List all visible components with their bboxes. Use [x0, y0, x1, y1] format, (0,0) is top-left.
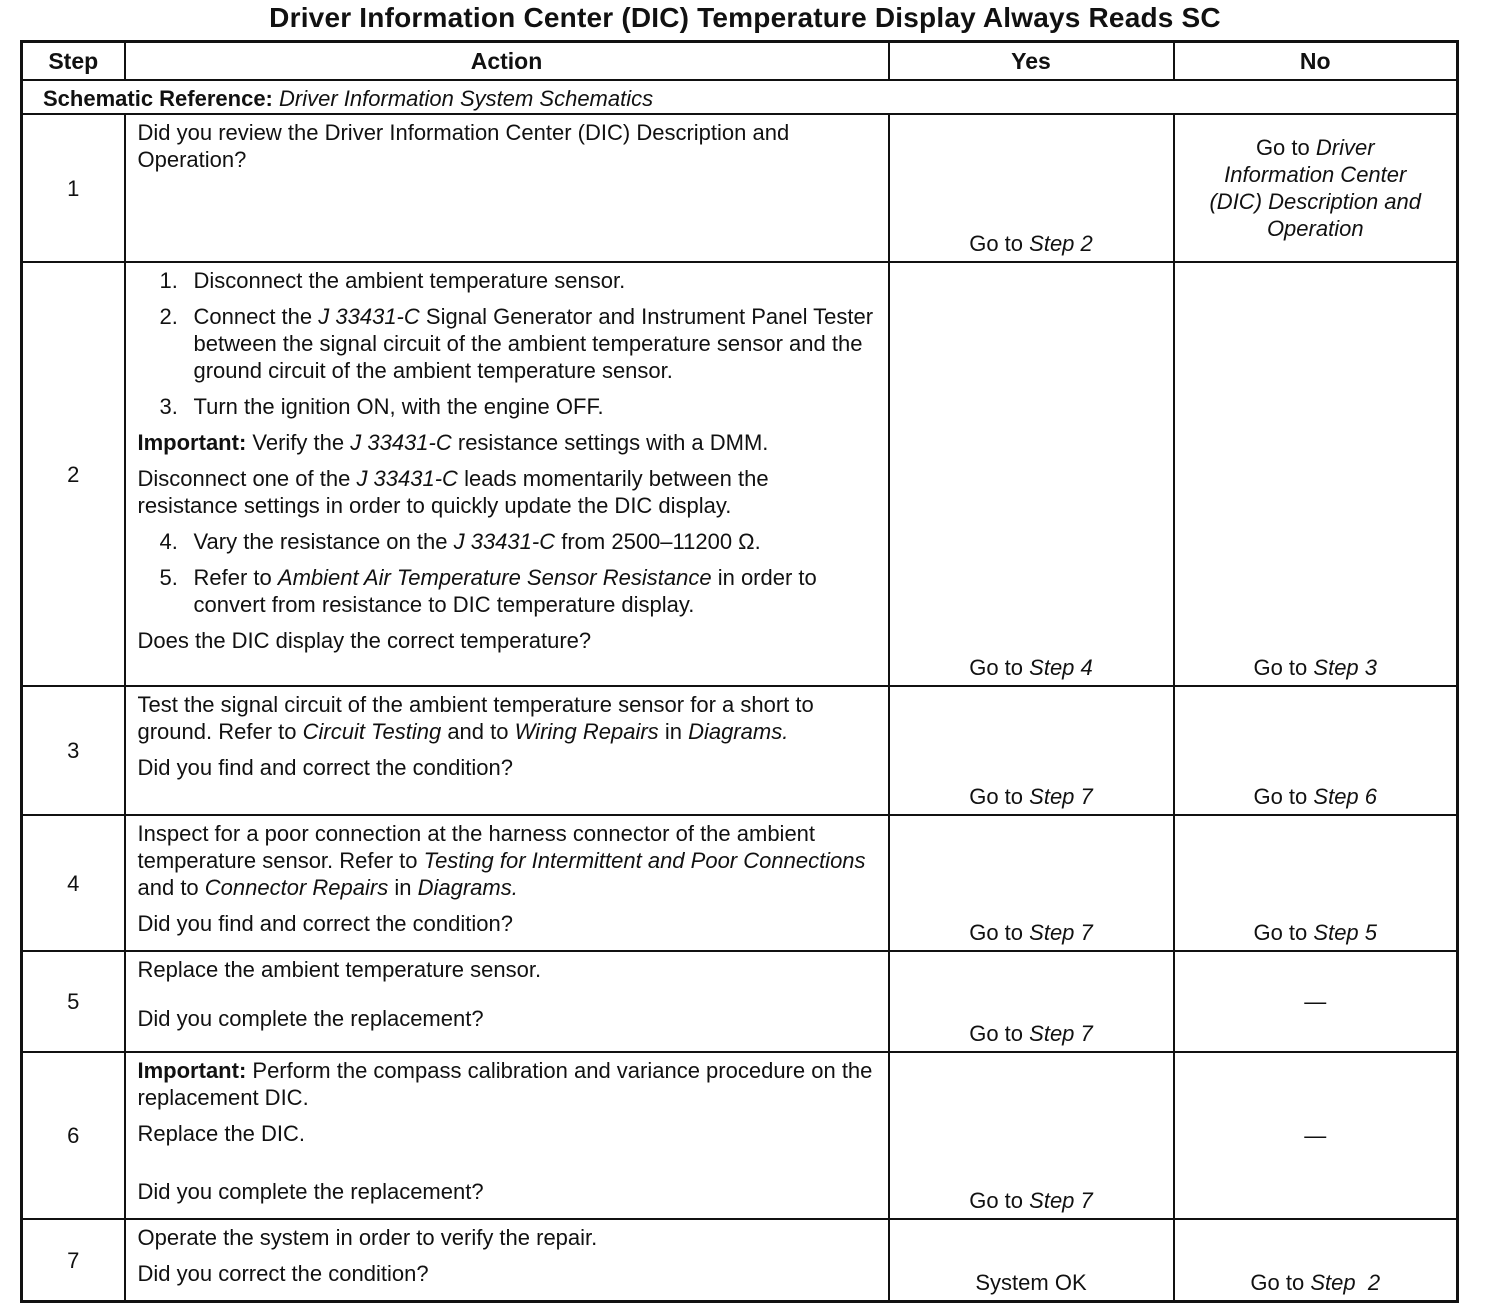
- step-number: 1: [22, 114, 125, 262]
- question-text: Did you correct the condition?: [137, 1261, 429, 1286]
- action-text: Did you review the Driver Information Center (DIC) Description and Operation?: [137, 120, 790, 172]
- yes-link[interactable]: Step 7: [1029, 1188, 1093, 1213]
- schematic-reference: [22, 80, 1458, 114]
- schematic-label: Schematic Reference:: [43, 86, 273, 111]
- no-cell: —: [1174, 1052, 1458, 1219]
- question-text: Did you complete the replacement?: [137, 1179, 484, 1204]
- diagnostic-table: [20, 40, 1459, 1303]
- list-item: 1. Disconnect the ambient temperature sensor.: [159, 268, 626, 293]
- table-row: [22, 686, 1458, 815]
- question-text: Does the DIC display the correct temperature?: [137, 628, 592, 653]
- no-link[interactable]: Step 3: [1313, 655, 1378, 680]
- step-number: 6: [22, 1052, 125, 1219]
- table-row: [22, 1219, 1458, 1302]
- reference-link[interactable]: Testing for Intermittent and Poor Connections: [423, 848, 866, 873]
- yes-link[interactable]: Step 2: [1029, 231, 1093, 256]
- table-row: [22, 114, 1458, 262]
- procedure-list: [138, 528, 874, 618]
- no-link[interactable]: Step 2: [1310, 1270, 1381, 1295]
- note-text: Disconnect one of the J 33431-C leads momentarily between the resistance settings in order to quickly update the DIC display.: [137, 466, 769, 518]
- reference-link[interactable]: Diagrams.: [688, 719, 789, 744]
- no-link[interactable]: Step 6: [1313, 784, 1378, 809]
- step-number: 7: [22, 1219, 125, 1302]
- page-title: Driver Information Center (DIC) Temperature Display Always Reads SC: [269, 2, 1221, 33]
- no-link[interactable]: Driver Information Center (DIC) Description and Operation: [1209, 135, 1421, 241]
- list-item: 2. Connect the J 33431-C Signal Generator and Instrument Panel Tester between the signal circuit of the ambient temperature sensor and the ground circuit of the ambient temperature sensor.: [159, 304, 874, 383]
- no-cell: Go to Step 5: [1174, 815, 1458, 951]
- action-cell: [125, 951, 889, 1052]
- no-cell: [1174, 114, 1458, 262]
- action-cell: [125, 815, 889, 951]
- yes-cell: System OK: [889, 1219, 1174, 1302]
- reference-link[interactable]: Wiring Repairs: [514, 719, 659, 744]
- yes-link[interactable]: Step 7: [1029, 1021, 1093, 1046]
- step-number: 2: [22, 262, 125, 686]
- table-row: [22, 262, 1458, 686]
- action-text: Replace the ambient temperature sensor.: [137, 957, 542, 982]
- yes-cell: Go to Step 7: [889, 686, 1174, 815]
- important-note: Important: Verify the J 33431-C resistance settings with a DMM.: [137, 430, 769, 455]
- action-cell: [125, 1052, 889, 1219]
- action-text: Inspect for a poor connection at the harness connector of the ambient temperature sensor. Refer to Testing for Intermittent and Poor Connections and to Connector Repairs in Diagrams.: [137, 821, 866, 900]
- action-text: Test the signal circuit of the ambient temperature sensor for a short to ground. Refer to Circuit Testing and to Wiring Repairs in Diagrams.: [137, 692, 814, 744]
- action-text: Replace the DIC.: [137, 1121, 306, 1146]
- reference-link[interactable]: Diagrams.: [417, 875, 518, 900]
- reference-link[interactable]: Connector Repairs: [204, 875, 389, 900]
- action-cell: [125, 262, 889, 686]
- reference-link[interactable]: Circuit Testing: [302, 719, 442, 744]
- list-item: 3. Turn the ignition ON, with the engine OFF.: [159, 394, 604, 419]
- yes-prefix: Go to: [969, 231, 1024, 256]
- yes-cell: Go to Step 4: [889, 262, 1174, 686]
- header-step: Step: [22, 42, 125, 81]
- no-cell: Go to Step 6: [1174, 686, 1458, 815]
- schematic-row: [22, 80, 1458, 114]
- yes-cell: Go to Step 7: [889, 815, 1174, 951]
- question-text: Did you complete the replacement?: [137, 1006, 484, 1031]
- header-action: Action: [125, 42, 889, 81]
- yes-link[interactable]: Step 7: [1029, 920, 1093, 945]
- action-cell: [125, 1219, 889, 1302]
- question-text: Did you find and correct the condition?: [137, 911, 513, 936]
- table-row: [22, 951, 1458, 1052]
- important-note: Important: Perform the compass calibration and variance procedure on the replacement DIC.: [137, 1058, 873, 1110]
- step-number: 4: [22, 815, 125, 951]
- action-cell: [125, 114, 889, 262]
- no-prefix: Go to: [1255, 135, 1310, 160]
- yes-link[interactable]: Step 7: [1029, 784, 1093, 809]
- no-link[interactable]: Step 5: [1313, 920, 1378, 945]
- table-row: [22, 1052, 1458, 1219]
- yes-link[interactable]: Step 4: [1029, 655, 1093, 680]
- action-cell: [125, 686, 889, 815]
- list-item: 4. Vary the resistance on the J 33431-C from 2500–11200 Ω.: [159, 529, 761, 554]
- header-row: [22, 42, 1458, 81]
- action-text: Operate the system in order to verify the repair.: [137, 1225, 598, 1250]
- no-cell: Go to Step 2: [1174, 1219, 1458, 1302]
- yes-cell: [889, 114, 1174, 262]
- yes-cell: Go to Step 7: [889, 1052, 1174, 1219]
- list-item: 5. Refer to Ambient Air Temperature Sensor Resistance in order to convert from resistance to DIC temperature display.: [159, 565, 817, 617]
- step-number: 3: [22, 686, 125, 815]
- procedure-list: [138, 267, 874, 420]
- yes-cell: Go to Step 7: [889, 951, 1174, 1052]
- no-cell: Go to Step 3: [1174, 262, 1458, 686]
- header-no: No: [1174, 42, 1458, 81]
- header-yes: Yes: [889, 42, 1174, 81]
- reference-link[interactable]: Ambient Air Temperature Sensor Resistance: [277, 565, 712, 590]
- step-number: 5: [22, 951, 125, 1052]
- question-text: Did you find and correct the condition?: [137, 755, 513, 780]
- schematic-link[interactable]: Driver Information System Schematics: [279, 86, 654, 111]
- table-row: [22, 815, 1458, 951]
- tool-ref: J 33431-C: [318, 304, 420, 329]
- no-cell: —: [1174, 951, 1458, 1052]
